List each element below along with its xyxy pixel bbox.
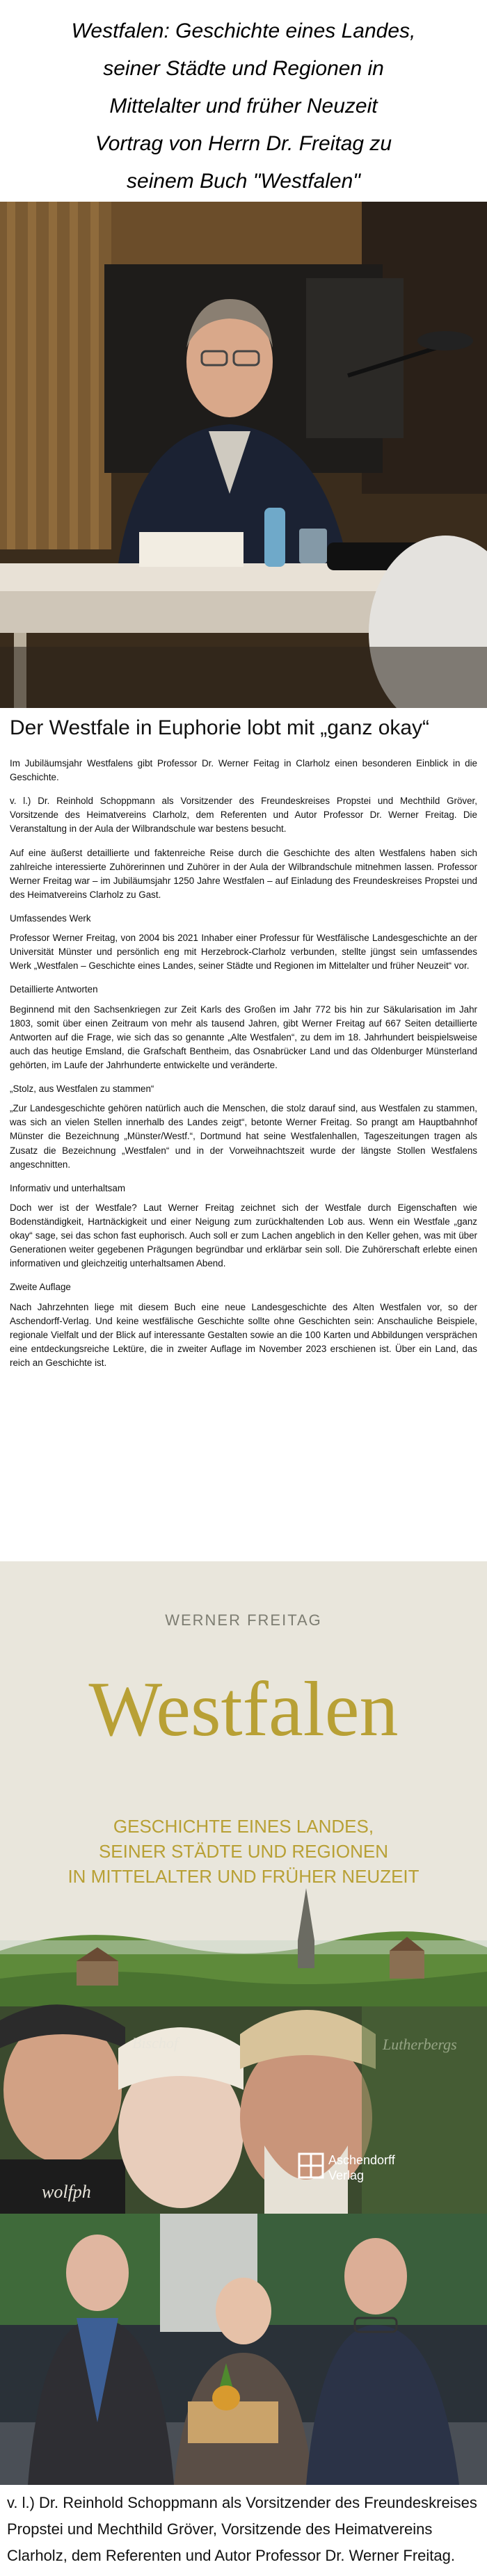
section-heading: Detaillierte Antworten <box>10 984 98 995</box>
article-paragraph: Nach Jahrzehnten liege mit diesem Buch eine neue Landesgeschichte des Alten Westfalen vor, so der Aschendorff-Verlag. Und keine westfälische Geschichte sollte ohne Geschichten sein: Anschauliche Beispiele, regionale Vielfalt und der Blick auf interessante Gestalten sowie an die 100 Karten und Abbildungen versprächen eine entdeckungsreiche Lektüre, die in zweiter Auflage im November 2023 erschienen ist. Über ein Land, das reich an Geschichte ist. <box>10 1301 477 1368</box>
article-paragraph: Professor Werner Freitag, von 2004 bis 2021 Inhaber einer Professur für Westfälische Landesgeschichte an der Universität Münster und persönlich eng mit Herzebrock-Clarholz verbunden, stellte jüngst sein umfassendes Werk „Westfalen – Geschichte eines Landes, seiner Städte und Regionen im Mittelalter und früher Neuzeit“ vor. <box>10 933 477 972</box>
title-line: Mittelalter und früher Neuzeit <box>109 95 378 118</box>
book-cover <box>0 1561 487 2214</box>
section-heading: „Stolz, aus Westfalen zu stammen“ <box>10 1084 154 1095</box>
title-line: seinem Buch "Westfalen" <box>127 170 360 193</box>
portrait-center <box>118 2027 244 2208</box>
portrait-inscription: wolfph <box>42 2182 91 2202</box>
speaker-photo <box>0 202 487 708</box>
photo-caption: v. l.) Dr. Reinhold Schoppmann als Vorsitzender des Freundeskreises Propstei und Mechthild Gröver, Vorsitzende des Heimatvereins Clarholz, dem Referenten und Autor Professor Dr. Werner Freitag. <box>7 2494 477 2564</box>
article-body <box>10 757 477 1380</box>
section-heading: Zweite Auflage <box>10 1282 71 1293</box>
article-headline: Der Westfale in Euphorie lobt mit „ganz okay“ <box>10 716 430 739</box>
article-paragraph: Doch wer ist der Westfale? Laut Werner Freitag zeichnet sich der Westfale durch Eigenschaften wie Bodenständigkeit, Hartnäckigkeit und einer Neigung zum zurückhaltenden Lob aus. Wenn ein Westfale „ganz okay“ sage, sei das schon fast euphorisch. Auch soll er zum Lachen angeblich in den Keller gehen, was mit über Generationen weiter gegebenen Prägungen begründbar und erklärbar sein soll. Die Zuhörerschaft erlebte einen informativen und gleichzeitig unterhaltsamen Abend. <box>10 1202 477 1269</box>
article-paragraph: Im Jubiläumsjahr Westfalens gibt Professor Dr. Werner Feitag in Clarholz einen besonderen Einblick in die Geschichte. <box>10 758 477 783</box>
portrait-inscription: Bischof <box>132 2034 178 2052</box>
article-paragraph: Auf eine äußerst detaillierte und faktenreiche Reise durch die Geschichte des alten Westfalens haben sich zahlreiche interessierte Zuhörerinnen und Zuhörer in der Aula der Wilbrandschule mitnehmen lassen. Professor Werner Freitag war – im Jubiläumsjahr 1250 Jahre Westfalen – auf Einladung des Freundeskreises Propstei und des Heimatvereins Clarholz zu Gast. <box>10 847 477 900</box>
article-paragraph: v. l.) Dr. Reinhold Schoppmann als Vorsitzender des Freundeskreises Propstei und Mechthild Gröver, Vorsitzende des Heimatvereins Clarholz, dem Referenten und Autor Professor Dr. Werner Freitag. Die Veranstaltung in der Aula der Wilbrandschule war bestens besucht. <box>10 796 477 835</box>
publisher-name: Aschendorff <box>328 2153 395 2167</box>
portrait-left <box>0 2004 125 2214</box>
section-heading: Informativ und unterhaltsam <box>10 1182 125 1193</box>
publisher-name: Verlag <box>328 2168 365 2182</box>
section-heading: Umfassendes Werk <box>10 912 91 924</box>
book-author: WERNER FREITAG <box>165 1611 322 1629</box>
book-subtitle-line: IN MITTELALTER UND FRÜHER NEUZEIT <box>67 1866 420 1887</box>
group-photo <box>0 2214 487 2485</box>
title-line: Vortrag von Herrn Dr. Freitag zu <box>95 132 392 155</box>
book-subtitle-line: GESCHICHTE EINES LANDES, <box>113 1816 374 1837</box>
page-title <box>0 0 487 202</box>
article-paragraph: „Zur Landesgeschichte gehören natürlich auch die Menschen, die stolz darauf sind, aus Westfalen zu stammen, was sich an vielen Stellen innerhalb des Landes zeigt“, betonte Werner Freitag. So prangt am Hauptbahnhof Münster die Bezeichnung „Münster/Westf.“, Dortmund hat seine Westfalenhallen, Tageszeitungen tragen als Zusatz die Bezeichnung „Westfalen“ und in der Vorweihnachtszeit wurde der längste Stollen Westfalens angeschnitten. <box>10 1103 477 1170</box>
book-cover-art <box>0 1561 487 2214</box>
article-paragraph: Beginnend mit den Sachsenkriegen zur Zeit Karls des Großen im Jahr 772 bis hin zur Säkularisation im Jahr 1803, somit über einen Zeitraum von mehr als tausend Jahren, gibt Werner Freitag auf 667 Seiten detaillierte Antworten auf die Frage, wie sich das so genannte „Alte Westfalen“, zu dem im 18. Jahrhundert beispielsweise auch das heutige Emsland, die Grafschaft Bentheim, das Osnabrücker Land und das Oldenburger Münsterland gehörten, im Laufe der Jahrhunderte entwickelte und veränderte. <box>10 1004 477 1070</box>
book-title: Westfalen <box>88 1666 399 1753</box>
book-subtitle-line: SEINER STÄDTE UND REGIONEN <box>98 1841 389 1862</box>
title-line: seiner Städte und Regionen in <box>103 57 384 80</box>
title-line: Westfalen: Geschichte eines Landes, <box>71 19 416 42</box>
